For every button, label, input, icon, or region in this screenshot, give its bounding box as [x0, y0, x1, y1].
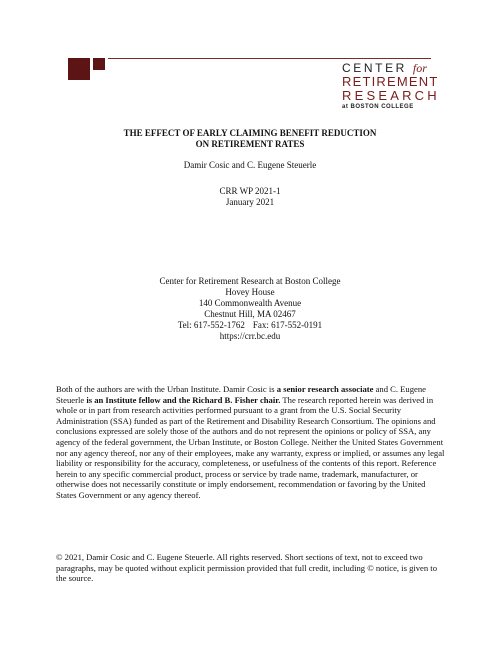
working-paper-info — [0, 186, 500, 208]
disclaimer-paragraph — [56, 384, 446, 501]
logo-research: RESEARCH — [342, 88, 440, 103]
crr-logo — [342, 62, 442, 110]
disclaimer-text-b: and C. Eugene Steuerle — [56, 384, 426, 405]
logo-for: for — [412, 61, 427, 75]
address-street: 140 Commonwealth Avenue — [198, 298, 302, 308]
authors: Damir Cosic and C. Eugene Steuerle — [183, 160, 317, 170]
address-phone-line — [0, 320, 500, 331]
logo-square-large — [68, 58, 90, 80]
working-paper-date: January 2021 — [225, 197, 275, 207]
address-tel: Tel: 617-552-1762 — [177, 320, 245, 330]
disclaimer-bold-a: a senior research associate — [276, 384, 374, 394]
title-line-2: ON RETIREMENT RATES — [195, 139, 305, 149]
address-building: Hovey House — [225, 287, 275, 297]
logo-retirement: RETIREMENT — [342, 74, 439, 89]
paper-title — [0, 128, 500, 150]
header-rule — [108, 58, 431, 59]
address-url[interactable]: https://crr.bc.edu — [219, 331, 281, 341]
address-city: Chestnut Hill, MA 02467 — [204, 309, 296, 319]
title-line-1: THE EFFECT OF EARLY CLAIMING BENEFIT REDUCTION — [123, 128, 377, 138]
address-org: Center for Retirement Research at Boston College — [159, 276, 341, 286]
address-block — [0, 276, 500, 342]
disclaimer-text-c: The research reported herein was derived in whole or in part from research activities performed pursuant to a grant from the U.S. Social Security Administration (SSA) funded as part of the Retirement and Disability Research Consortium. The opinions and conclusions expressed are solely those of the authors and do not represent the opinions or policy of SSA, any agency of the federal government, the Urban Institute, or Boston College. Neither the United States Government nor any agency thereof, nor any of their employees, make any warranty, express or implied, or assumes any legal liability or responsibility for the accuracy, completeness, or usefulness of the contents of this report. Reference herein to any specific commercial product, process or service by trade name, trademark, manufacturer, or otherwise does not necessarily constitute or imply endorsement, recommendation or favoring by the United States Government or any agency thereof. — [56, 394, 445, 500]
logo-boston-college: at BOSTON COLLEGE — [342, 104, 414, 110]
disclaimer-bold-b: is an Institute fellow and the Richard B. Fisher chair. — [86, 394, 281, 405]
disclaimer-text-a: Both of the authors are with the Urban Institute. Damir Cosic is — [56, 384, 277, 394]
address-fax: Fax: 617-552-0191 — [252, 320, 323, 330]
working-paper-number: CRR WP 2021-1 — [219, 186, 281, 196]
logo-center: CENTER — [342, 61, 407, 75]
logo-square-small — [93, 58, 105, 70]
copyright-paragraph: © 2021, Damir Cosic and C. Eugene Steuerle. All rights reserved. Short sections of text, not to exceed two paragraphs, may be quoted without explicit permission provided that full credit, including © notice, is given to the source. — [56, 552, 437, 584]
